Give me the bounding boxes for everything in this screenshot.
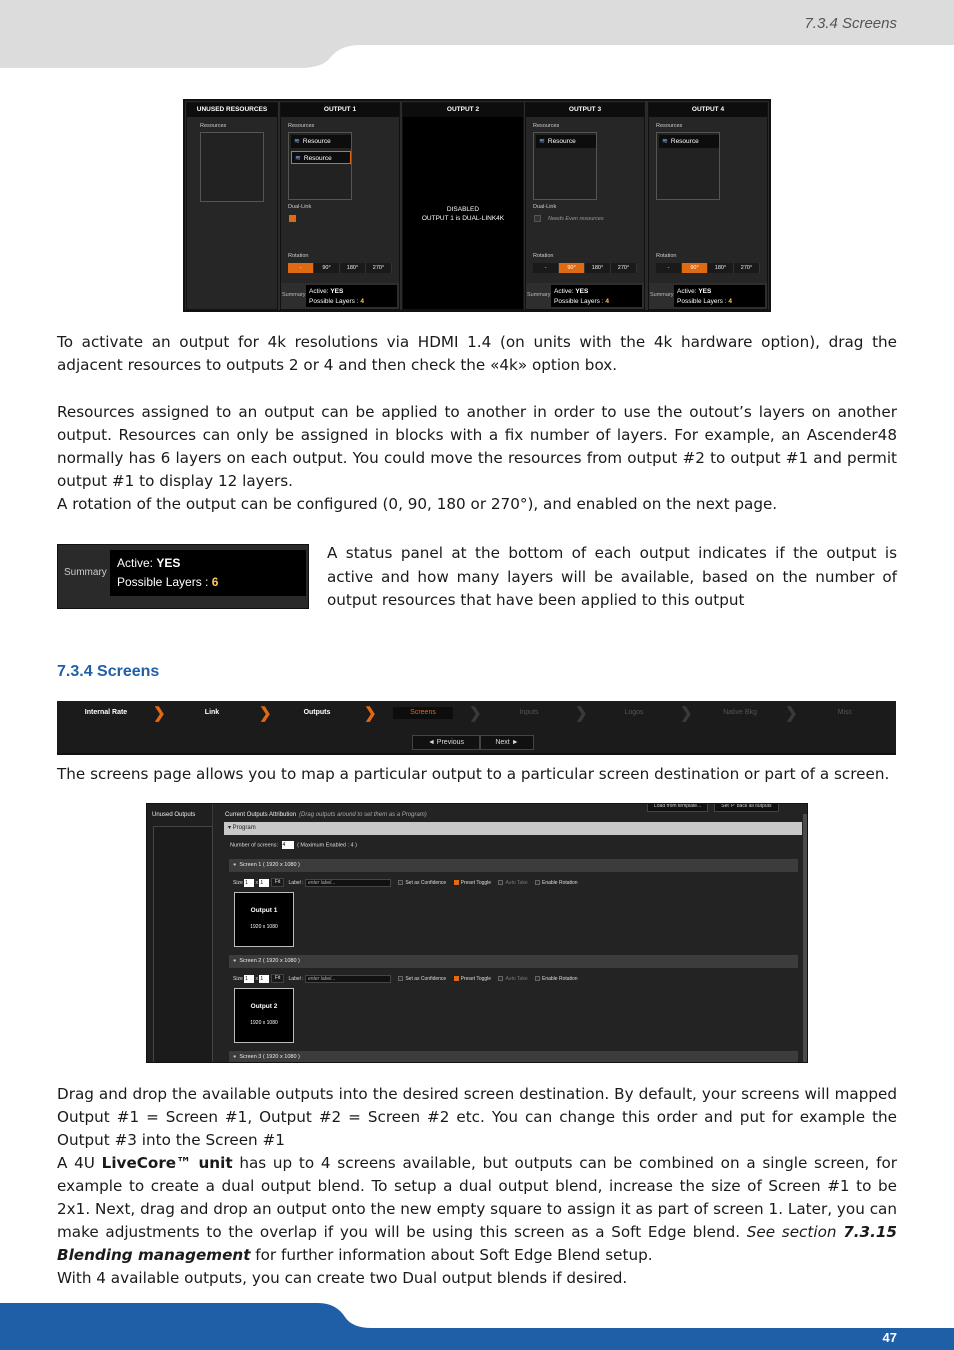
active-label: Active: <box>117 556 154 570</box>
gear-icon: ● <box>233 1054 237 1060</box>
set-program-button[interactable]: Set 'P' back all outputs <box>714 803 778 812</box>
rotation-selector <box>533 263 637 273</box>
output-4-title: OUTPUT 4 <box>649 103 767 117</box>
chevron-right-icon: ❯ <box>469 705 482 722</box>
outputs-figure <box>183 99 771 312</box>
active-value: YES <box>698 288 712 295</box>
fit-button[interactable]: Fit <box>271 878 285 887</box>
layers-value: 4 <box>728 298 732 305</box>
resources-label: Resources <box>656 123 683 129</box>
screen-2-title: Screen 2 ( 1920 x 1080 ) <box>239 958 300 964</box>
size-x-input[interactable]: 1 <box>244 879 254 887</box>
screen-3-header[interactable] <box>229 1051 798 1063</box>
size-label: Size <box>233 879 243 886</box>
scrollbar[interactable] <box>803 814 807 1063</box>
dual-link-checkbox[interactable] <box>534 215 541 222</box>
output-name: Output 1 <box>250 907 278 914</box>
rotation-option-270[interactable]: 270° <box>734 263 760 273</box>
rotation-label: Rotation <box>288 253 309 259</box>
preset-toggle-label: Preset Toggle <box>460 879 492 886</box>
resource-chip-label: Resource <box>547 138 576 145</box>
unused-outputs-panel <box>147 804 213 1063</box>
chevron-right-icon: ❯ <box>785 705 798 722</box>
resources-label: Resources <box>288 123 315 129</box>
previous-button[interactable]: ◄ Previous <box>412 735 480 750</box>
screen-1-output-slot[interactable] <box>234 892 294 947</box>
summary-box <box>674 285 765 307</box>
rotation-selector <box>656 263 760 273</box>
dual-link-checkbox[interactable] <box>289 215 296 222</box>
output-resolution: 1920 x 1080 <box>250 924 278 930</box>
rotation-option-270[interactable]: 270° <box>366 263 392 273</box>
output-3-resource-well[interactable] <box>533 132 597 200</box>
label-input[interactable]: enter label... <box>305 879 391 887</box>
step-logos[interactable]: Logos <box>624 709 644 716</box>
resource-chip[interactable] <box>291 135 351 148</box>
paragraph-4u-c: for further information about Soft Edge Blend setup. <box>250 1246 653 1264</box>
gear-icon: ● <box>233 862 237 868</box>
unused-outputs-title: Unused Outputs <box>152 812 196 818</box>
number-of-screens-input[interactable]: 4 <box>282 841 294 849</box>
paragraph-resources <box>57 401 897 516</box>
header-section-title: 7.3.4 Screens <box>804 15 897 32</box>
output-1-resource-well[interactable] <box>288 132 352 200</box>
rotation-option-0[interactable]: - <box>533 263 559 273</box>
rotation-checkbox[interactable] <box>535 880 540 885</box>
unused-resources-well[interactable] <box>200 132 264 202</box>
chevron-right-icon: ❯ <box>364 705 377 722</box>
screen-3-title: Screen 3 ( 1920 x 1080 ) <box>239 1054 300 1060</box>
summary-box <box>110 550 306 596</box>
summary-figure <box>57 544 309 609</box>
active-value: YES <box>330 288 344 295</box>
summary-label: Summary <box>650 292 674 298</box>
rotation-option-180[interactable]: 180° <box>585 263 611 273</box>
resource-chip-label: Resource <box>670 138 699 145</box>
step-internal-rate[interactable]: Internal Rate <box>84 709 128 716</box>
number-of-screens-row <box>230 841 357 849</box>
output-4-panel <box>648 102 768 310</box>
resource-chip[interactable] <box>659 135 719 148</box>
summary-label: Summary <box>64 567 107 578</box>
paragraph-4u <box>57 1152 897 1267</box>
confidence-label: Set as Confidence <box>405 879 447 886</box>
enable-rotation-label: Enable Rotation <box>542 975 578 982</box>
output-1-panel <box>280 102 400 310</box>
chevron-right-icon: ❯ <box>680 705 693 722</box>
preset-toggle-checkbox[interactable] <box>454 976 459 981</box>
layers-label: Possible Layers : <box>554 298 604 305</box>
confidence-checkbox[interactable] <box>398 976 403 981</box>
section-heading: 7.3.4 Screens <box>57 663 160 680</box>
resource-chip[interactable] <box>291 151 351 164</box>
auto-take-label: Auto Take <box>505 975 528 982</box>
summary-box <box>551 285 642 307</box>
blending-management-link[interactable]: 7.3.15 Blending management <box>57 1223 897 1264</box>
unused-resources-title: UNUSED RESOURCES <box>187 103 277 117</box>
disabled-line-1: DISABLED <box>446 206 480 213</box>
chevron-right-icon: ❯ <box>575 705 588 722</box>
confidence-checkbox[interactable] <box>398 880 403 885</box>
preset-toggle-checkbox[interactable] <box>454 880 459 885</box>
summary-label: Summary <box>282 292 306 298</box>
step-misc[interactable]: Misc <box>837 709 853 716</box>
rotation-option-270[interactable]: 270° <box>611 263 637 273</box>
rotation-option-90[interactable]: 90° <box>559 263 585 273</box>
step-outputs[interactable]: Outputs <box>303 709 331 716</box>
rotation-option-180[interactable]: 180° <box>708 263 734 273</box>
enable-rotation-label: Enable Rotation <box>542 879 578 886</box>
paragraph-last: With 4 available outputs, you can create two Dual output blends if desired. <box>57 1269 628 1287</box>
rotation-label: Rotation <box>656 253 677 259</box>
active-value: YES <box>156 556 181 570</box>
active-label: Active: <box>309 288 329 295</box>
output-3-title: OUTPUT 3 <box>526 103 644 117</box>
rotation-option-0[interactable]: - <box>656 263 682 273</box>
resource-chip-label: Resource <box>303 155 332 162</box>
size-label: Size <box>233 975 243 982</box>
size-y-input[interactable]: 1 <box>259 879 269 887</box>
attribution-title: Current Outputs Attribution <box>225 812 297 818</box>
label-label: Label : <box>288 975 304 982</box>
layers-label: Possible Layers : <box>117 575 209 589</box>
paragraph-drag-drop <box>57 1083 897 1290</box>
rotation-option-90[interactable]: 90° <box>682 263 708 273</box>
output-resolution: 1920 x 1080 <box>250 1020 278 1026</box>
page-number: 47 <box>882 1330 897 1345</box>
unused-resources-panel <box>186 102 278 310</box>
program-section-header[interactable]: ▾ Program <box>224 822 802 835</box>
chevron-right-icon: ❯ <box>153 705 166 722</box>
screen-2-header[interactable] <box>229 955 798 968</box>
layers-icon: ≋ <box>662 138 668 145</box>
load-template-button[interactable]: Load from template... <box>647 803 708 812</box>
output-2-title: OUTPUT 2 <box>403 103 523 117</box>
dual-link-label: Dual-Link <box>533 204 557 210</box>
label-input[interactable]: enter label... <box>305 975 391 983</box>
chevron-right-icon: ❯ <box>259 705 272 722</box>
layers-icon: ≋ <box>295 155 301 162</box>
resource-chip-label: Resource <box>302 138 331 145</box>
disabled-line-2: OUTPUT 1 is DUAL-LINK4K <box>421 215 505 222</box>
dual-link-label: Dual-Link <box>288 204 312 210</box>
attribution-header <box>225 812 427 818</box>
rotation-option-90[interactable]: 90° <box>314 263 340 273</box>
size-x-input[interactable]: 1 <box>244 975 254 983</box>
step-inputs[interactable]: Inputs <box>519 709 539 716</box>
rotation-option-180[interactable]: 180° <box>340 263 366 273</box>
screen-2-options <box>233 974 578 984</box>
summary-box <box>306 285 397 307</box>
size-y-input[interactable]: 1 <box>259 975 269 983</box>
size-separator: x <box>255 975 259 982</box>
label-label: Label : <box>288 879 304 886</box>
top-buttons <box>647 803 779 812</box>
resource-chip[interactable] <box>536 135 596 148</box>
output-1-title: OUTPUT 1 <box>281 103 399 117</box>
rotation-option-0[interactable]: - <box>288 263 314 273</box>
summary-label: Summary <box>527 292 551 298</box>
output-2-disabled-message <box>403 205 523 223</box>
layers-label: Possible Layers : <box>309 298 359 305</box>
paragraph-drag-text: Drag and drop the available outputs into the desired screen destination. By default, your screens will mapped Output #1 = Screen #1, Output #2 = Screen #2 etc. You can change this order and put for example the Output #3 into the Screen #1 <box>57 1085 897 1149</box>
gear-icon: ● <box>233 958 237 964</box>
layers-icon: ≋ <box>539 138 545 145</box>
rotation-selector <box>288 263 392 273</box>
screen-1-options <box>233 878 578 888</box>
rotation-checkbox[interactable] <box>535 976 540 981</box>
paragraph-resources-text: Resources assigned to an output can be applied to another in order to use the outout’s layers on another output. Resources can only be assigned in blocks with a fix number of layers. For example, an Ascender48 normally has 6 layers on each output. You could move the resources from output #2 to output #1 and permit output #1 to display 12 layers. <box>57 403 897 490</box>
page-header <box>0 0 954 70</box>
output-4-summary <box>649 283 767 309</box>
active-value: YES <box>575 288 589 295</box>
paragraph-4k: To activate an output for 4k resolutions via HDMI 1.4 (on units with the 4k hardware option), drag the adjacent resources to outputs 2 or 4 and then check the «4k» option box. <box>57 333 897 374</box>
resources-label: Resources <box>200 123 227 129</box>
auto-take-checkbox[interactable] <box>498 976 503 981</box>
layers-value: 6 <box>211 575 219 589</box>
auto-take-checkbox[interactable] <box>498 880 503 885</box>
confidence-label: Set as Confidence <box>405 975 447 982</box>
page-footer <box>0 1303 954 1350</box>
active-label: Active: <box>677 288 697 295</box>
layers-label: Possible Layers : <box>677 298 727 305</box>
screen-1-title: Screen 1 ( 1920 x 1080 ) <box>239 862 300 868</box>
layers-value: 4 <box>605 298 609 305</box>
screens-intro: The screens page allows you to map a particular output to a particular screen destination or part of a screen. <box>57 765 890 783</box>
number-of-screens-label: Number of screens: <box>230 842 278 849</box>
screen-2-output-slot[interactable] <box>234 988 294 1043</box>
fit-button[interactable]: Fit <box>271 974 285 983</box>
resources-label: Resources <box>533 123 560 129</box>
screens-figure <box>146 803 808 1063</box>
output-name: Output 2 <box>250 1003 278 1010</box>
livecore-unit-text: LiveCore™ unit <box>101 1154 233 1172</box>
active-label: Active: <box>554 288 574 295</box>
unused-outputs-well[interactable] <box>153 826 213 1063</box>
size-separator: x <box>255 879 259 886</box>
wizard-steps-figure <box>57 701 896 755</box>
paragraph-4u-b: has up to 4 screens available, but outputs can be combined on a single screen, for example to create a dual output blend. To setup a dual output blend, increase the size of Screen #1 to be 2x1. Next, drag and drop an output onto the new empty square to assign it as part of screen 1. Later, you can make adjustments to the overlap if you will be using this screen as a Soft Edge blend. <box>57 1154 897 1241</box>
next-button[interactable]: Next ► <box>480 735 534 750</box>
rotation-label: Rotation <box>533 253 554 259</box>
step-native-bkg[interactable]: Native Bkg <box>723 709 757 716</box>
output-4-resource-well[interactable] <box>656 132 720 200</box>
layers-value: 4 <box>360 298 364 305</box>
output-3-summary <box>526 283 644 309</box>
dual-link-hint: Needs Even resources <box>548 216 604 222</box>
output-3-panel <box>525 102 645 310</box>
preset-toggle-label: Preset Toggle <box>460 975 492 982</box>
layers-icon: ≋ <box>294 138 300 145</box>
see-section-text: See section <box>746 1223 844 1241</box>
paragraph-4u-a: A 4U <box>57 1154 102 1172</box>
max-enabled-text: ( Maximum Enabled : 4 ) <box>297 842 357 849</box>
paragraph-rotation-text: A rotation of the output can be configured (0, 90, 180 or 270°), and enabled on the next page. <box>57 495 778 513</box>
summary-description: A status panel at the bottom of each output indicates if the output is active and how many layers will be available, based on the number of output resources that have been applied to this output <box>327 544 897 609</box>
output-2-panel <box>402 102 524 310</box>
output-1-summary <box>281 283 399 309</box>
auto-take-label: Auto Take <box>505 879 528 886</box>
step-link[interactable]: Link <box>204 709 220 716</box>
step-screens[interactable]: Screens <box>393 707 453 719</box>
attribution-hint: (Drag outputs around to set them as a Program) <box>299 812 427 818</box>
screen-1-header[interactable] <box>229 859 798 872</box>
